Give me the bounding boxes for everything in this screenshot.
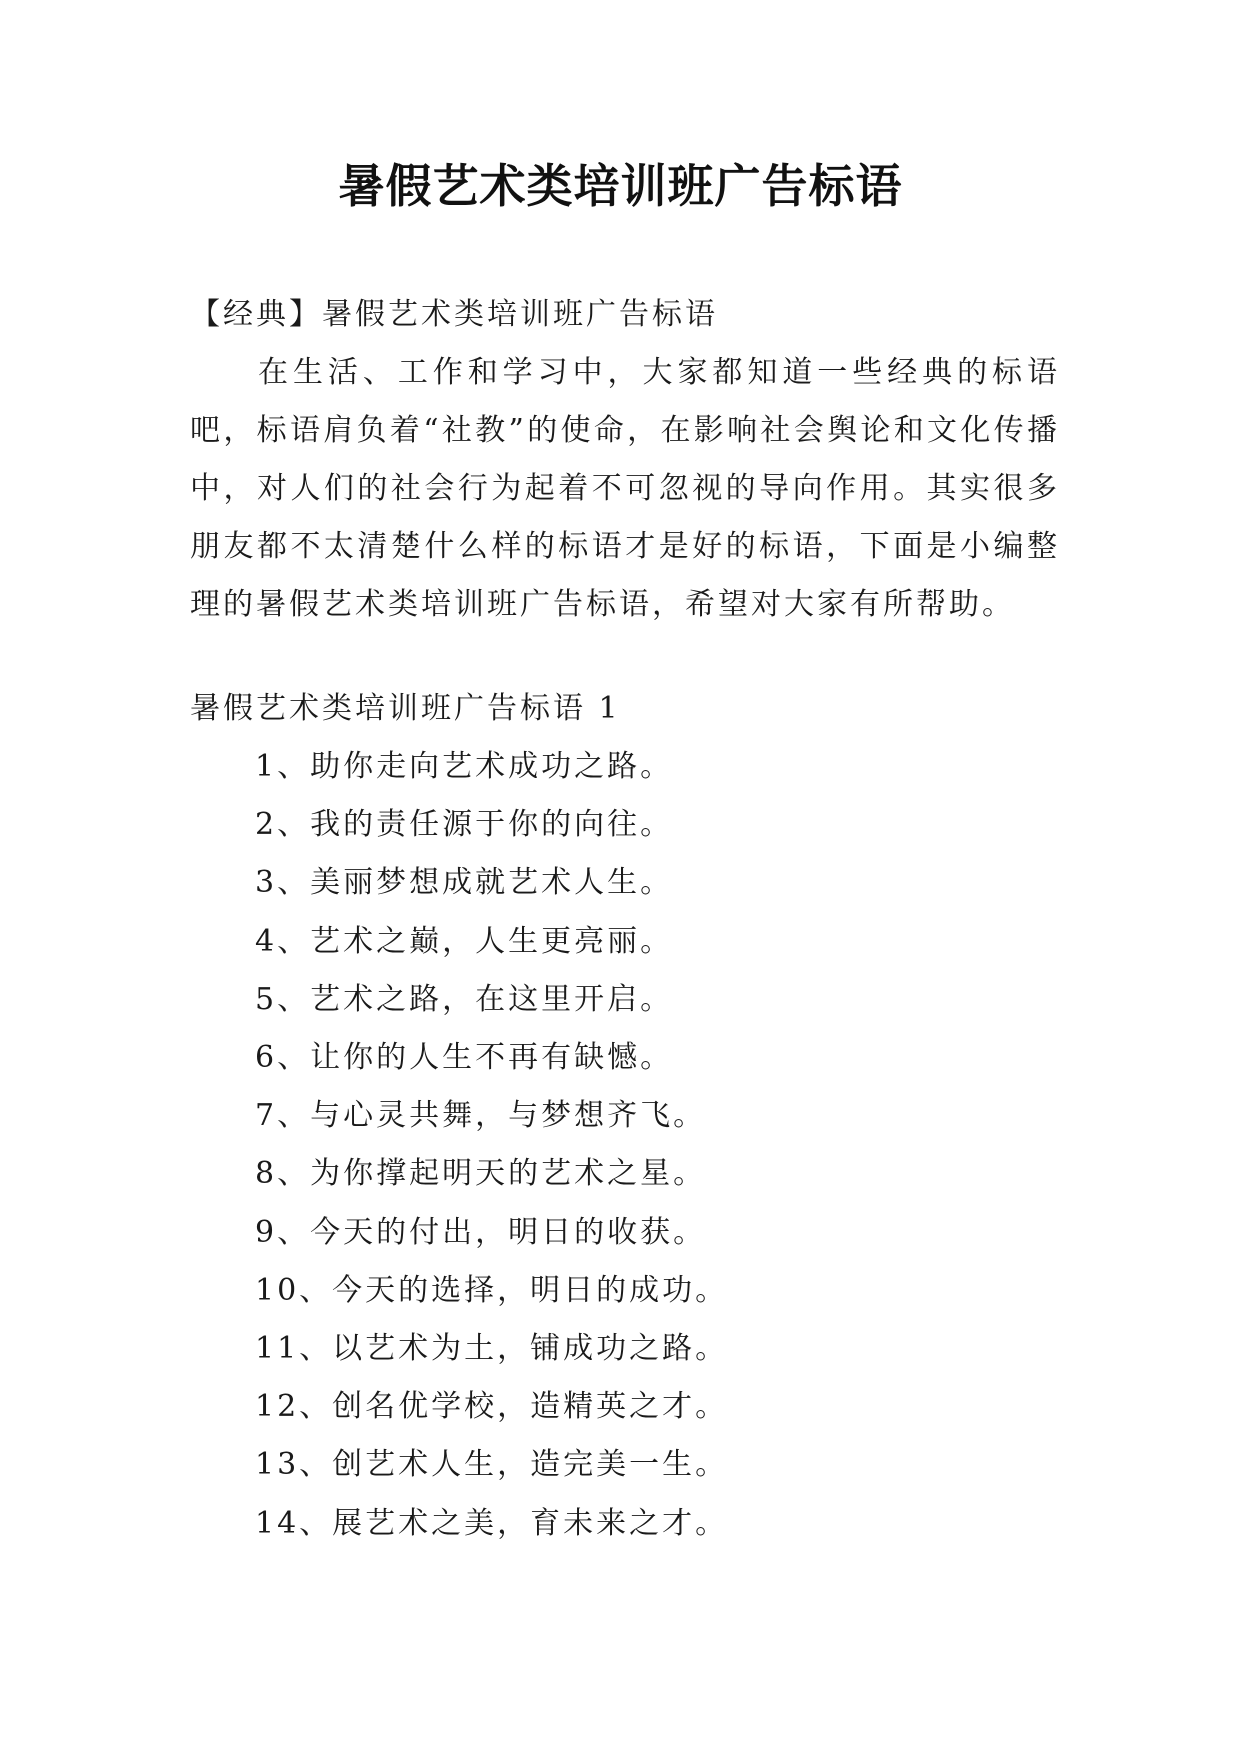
slogan-list <box>190 738 1060 1553</box>
document-subtitle: 【经典】暑假艺术类培训班广告标语 <box>190 297 718 332</box>
slogan-item: 6、让你的人生不再有缺憾。 <box>255 1040 674 1076</box>
slogan-item: 7、与心灵共舞，与梦想齐飞。 <box>255 1098 707 1134</box>
slogan-item: 9、今天的付出，明日的收获。 <box>255 1214 707 1250</box>
section-heading: 暑假艺术类培训班广告标语 1 <box>190 691 621 726</box>
slogan-item: 1、助你走向艺术成功之路。 <box>255 749 674 784</box>
slogan-item: 12、创名优学校，造精英之才。 <box>255 1389 729 1425</box>
document-body <box>190 286 1060 1553</box>
slogan-item: 5、艺术之路，在这里开启。 <box>255 981 674 1017</box>
slogan-item: 13、创艺术人生，造完美一生。 <box>255 1447 729 1483</box>
slogan-item: 11、以艺术为土，铺成功之路。 <box>255 1331 729 1367</box>
slogan-item: 8、为你撑起明天的艺术之星。 <box>255 1156 707 1192</box>
slogan-item: 10、今天的选择，明日的成功。 <box>255 1272 729 1308</box>
intro-paragraph: 在生活、工作和学习中，大家都知道一些经典的标语吧，标语肩负着“社教”的使命，在影响社会舆论和文化传播中，对人们的社会行为起着不可忽视的导向作用。其实很多朋友都不太清楚什么样的标语才是好的标语，下面是小编整理的暑假艺术类培训班广告标语，希望对大家有所帮助。 <box>190 355 1060 622</box>
document-title: 暑假艺术类培训班广告标语 <box>338 159 903 213</box>
slogan-item: 4、艺术之巅，人生更亮丽。 <box>255 923 674 959</box>
slogan-item: 14、展艺术之美，育未来之才。 <box>255 1505 729 1541</box>
slogan-item: 3、美丽梦想成就艺术人生。 <box>255 865 674 901</box>
slogan-item: 2、我的责任源于你的向往。 <box>255 807 674 843</box>
